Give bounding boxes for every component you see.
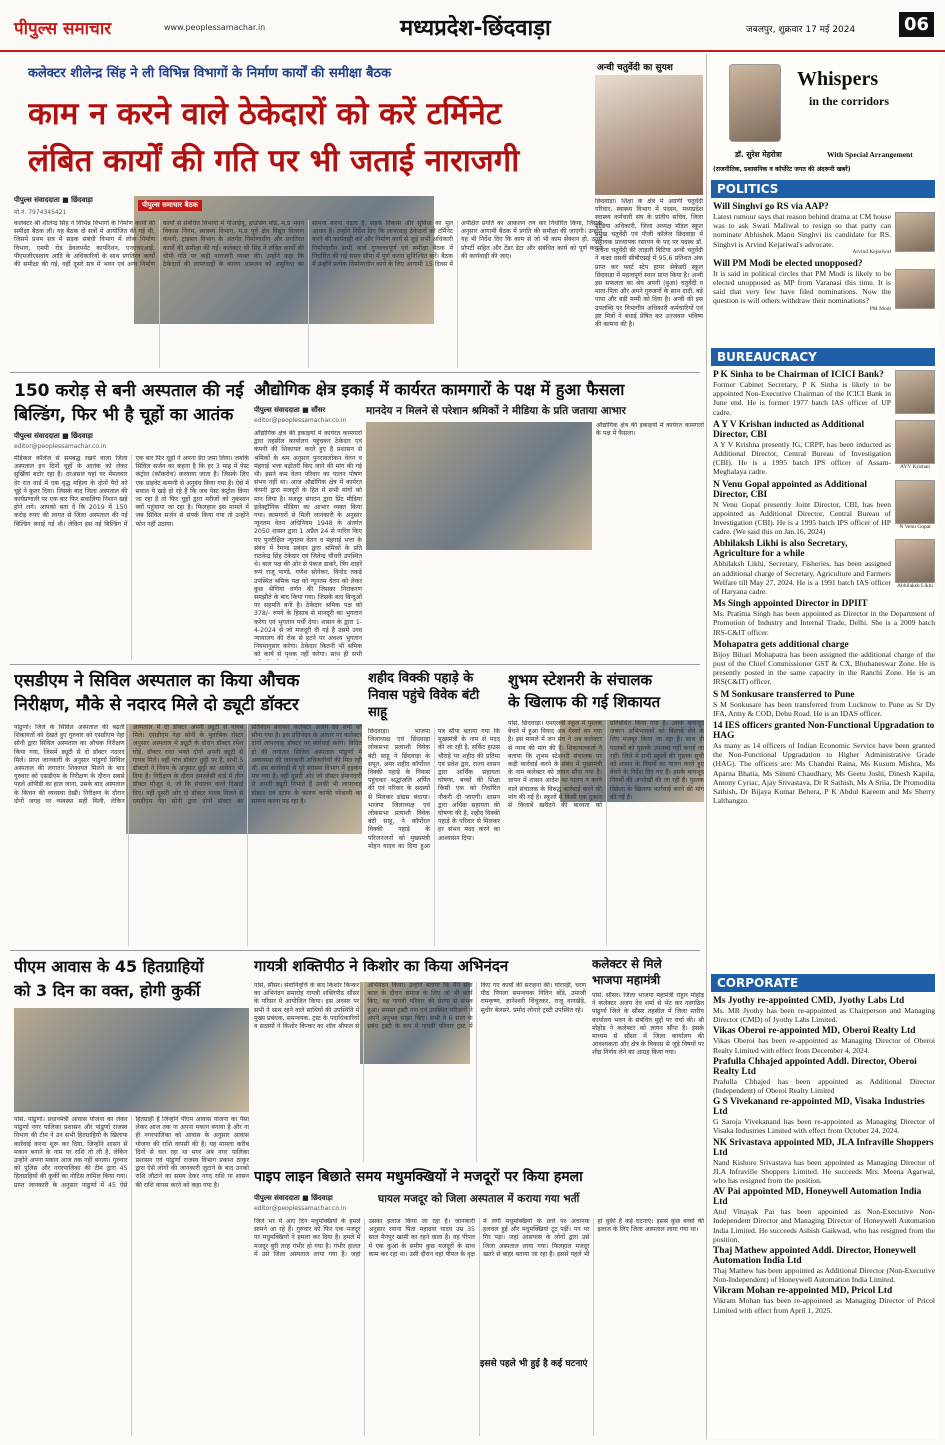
bureaucracy-thumb-wrap [895,480,935,530]
lead-photo-label: पीपुल्स समाचार बैठक [138,200,202,211]
pipeline-email: editor@peoplessamachar.co.in [254,1205,347,1212]
awas-headline-2: को 3 दिन का वक्त, होगी कुर्की [14,981,201,1000]
bureaucracy-item-title: P K Sinha to be Chairman of ICICI Bank? [713,370,884,380]
masthead [0,0,945,52]
bureaucracy-thumb [895,370,935,414]
bureaucracy-thumb [895,480,935,524]
corporate-item-body: Prafulla Chhajed has been appointed as Additional Director (Independent) of Oberoi Realty Limited [713,1076,935,1096]
author-photo [729,64,781,142]
bureaucracy-item-body: As many as 14 officers of Indian Economic Service have been granted the Non-Functional Upgradation to Higher Administrative Grade (HAG). The officers are: Ms Chandni Raina, Ms Kusum Mishra, Ms Aparna Bhatia, Ms Simmi Chaudhary, Ms Geetu Joshi, Dinesh Kapila, Antony Cyriac, Ajay Srivastava, Dr R Sathish, Ms A Sriia, Dr Promodita Sathish, Dr Bijaya Kumar Behera, P K Abdul Kareem and Ms Sherry Lalthangzo. [713,741,935,806]
whispers-title-2: in the corridors [809,94,889,108]
bureaucracy-item-body: Bijoy Bihari Mohapatra has been assigned the additional charge of the post of the Chief Commissioner GST & CX, Bhubaneswar Zone. He is presently posted in the same capacity in the Ranchi Zone. He is an IRS(C&IT) officer. [713,649,935,687]
industrial-photo [366,422,592,550]
corporate-item-body: Vikram Mohan has been re-appointed as Managing Director of Pricol Limited with effect from April 1, 2025. [713,1296,935,1315]
bureaucracy-item [713,690,935,718]
rats-email: editor@peoplessamachar.co.in [14,443,107,450]
politics-item [713,202,935,255]
bureaucracy-item [713,599,935,637]
sdm-body: पांढुर्णा। जिले के सिविल अस्पताल की बढ़ती शिकायतों को देखते हुए गुरुवार को एसडीएम नेहा सोनी द्वारा सिविल अस्पताल का औचक निरीक्षण किया गया, जिसमें ड्यूटी से दो डॉक्टर नदारद मिले। प्राप्त जानकारी के अनुसार पांढुर्णा सिविल अस्पताल की लगातार शिकायत मिलने के बाद गुरुवार को एसडीएम के निरीक्षण के दौरान सबसे पहले ओपीडी का हाल जाना, उसके बाद अस्पताल के किचन की व्यवस्था देखी। निरीक्षण के दौरान दोनों जगह पर व्यवस्था सही मिली, लेकिन अस्पताल में दो डॉक्टर अपनी ड्यूटी से गायब मिले। एसडीएम नेहा सोनी के मुताबिक रोस्टर अनुसार अस्पताल में ड्यूटी के दौरान डॉक्टर रमेश घोड़े, डॉक्टर राधा भक्ते दोनों अपनी ड्यूटी से गायब मिले। वहीं पांच डॉक्टर छुट्टी पर हैं, सभी 5 डॉक्टरों ने नियम के अनुसार छुट्टी का आवेदन भी दिया है। निरीक्षण के दौरान इमरजेंसी वार्ड में तीन डॉक्टर मौजूद थे, जो कि संचालन करते दिखाई दिए। वहीं दूसरी ओर दो डॉक्टर गायब मिलने से एसडीएम नेहा सोनी द्वारा दोनों डॉक्टर का प्रतिवेदन बनाकर कलेक्टर अजय देव शर्मा को सौंपा गया है। इस प्रतिवेदन के आधार पर कलेक्टर दोनों लापरवाह डॉक्टर पर कार्रवाई करेंगे। विदित हो की लगातार सिविल अस्पताल पांढुर्णा में अव्यवस्था की जानकारी अधिकारियों की मिल रही थी, इस कार्यवाही से पूरे स्वास्थ्य विभाग में हड़कंप मच गया है। वहीं दूसरी ओर जो डॉक्टर ईमानदारी से अपनी ड्यूटी निभाते हैं उनकी भी लापरवाह डॉक्टर एवं स्टाफ के कारण काफी परेशानी का सामना करना पड़ रहा है। [14,724,362,805]
corporate-item-body: Ms. MR Jyothy has been re-appointed as Chairperson and Managing Director (CMD) of Jyothy Labs Limited. [713,1006,935,1025]
bureaucracy-item-title: 14 IES officers granted Non-Functional Upgradation to HAG [713,721,935,742]
shubham-headline-1: शुभम स्टेशनरी के संचालक [508,671,653,689]
gayatri-headline: गायत्री शक्तिपीठ ने किशोर का किया अभिनंदन [254,957,509,975]
lead-byline: पीपुल्स संवाददाता ■ छिंदवाड़ा [14,196,93,204]
corporate-item-body: Atul Vinayak Pai has been appointed as Non-Executive Non-Independent Director and Managing Director of Honeywell Automation India Limited. He succeeds Ashish Gaikwad, who has resigned from the position. [713,1207,935,1244]
lead-body: कलेक्टर श्री शीलेन्द्र सिंह ने विभिन्न विभागों के निर्माण कार्यों की समीक्षा बैठक ली। यह बैठक दो सत्रों में आयोजित की गई थी, जिसमें प्रथम सत्र में सड़क संबंधी विभाग में लोक निर्माण विभाग, एमपी रोड डेवलपमेंट कार्पोरेशन, एनएचएआई, पीएमजीएसवाय आदि के अधिकारियों के साथ प्रगतिरत कार्यों की समीक्षा की गई, वहीं दूसरे सत्र में भवन एवं अन्य निर्माण कार्यों से संबंधित विभागों में पीआईयू, हाउसिंग बोर्ड, म.प्र भवन विकास निगम, स्वास्थ्य विभाग, म.प्र पूर्व क्षेत्र विद्युत वितरण कंपनी, ट्राइबल विभाग के अंतर्गत निर्माणाधीन और प्रगतिरत कार्यों की समीक्षा की गई। कलेक्टर श्री सिंह ने लंबित कार्यों की धीमी गति पर कड़ी नाराजगी व्यक्त की। उन्होंने कहा कि ठेकेदारों की लापरवाही के कारण आमजन को असुविधा का सामना करना पड़ता है, सड़कें विकास और सुविधा का मूल आधार हैं। उन्होंने निर्देश दिए कि लापरवाह ठेकेदारों को टर्मिनेट करने की कार्यवाही करें और निर्माण कार्य से जुड़े सभी अधिकारी निर्माणाधीन सभी कार्य गुणवत्तापूर्ण एवं समीक्षा बैठक में निर्धारित की गई समय सीमा में पूर्ण करना सुनिश्चित करें। बैठक में उन्होंने प्रत्येक निर्माणाधीन कार्य के लिए आगामी 15 दिवस में अपेक्षित प्रगति का आकलन तय कर निर्धारित किया, जिसके अनुसार आगामी बैठक में प्रगति की समीक्षा की जाएगी। उन्होंने यह भी निर्देश दिए कि काम से जो भी काम सेंक्शन हो, उनमें प्रॉपर्टी सहित और टेंडर डेटा और संबंधित कार्य को पूर्ण कराने की कार्यवाही की जाए। [14,220,602,269]
politics-thumb [895,212,935,252]
anvi-title: अन्वी चतुर्वेदी का सुयश [597,63,673,73]
corporate-item-title: Ms Jyothy re-appointed CMD, Jyothy Labs Ltd [713,996,905,1006]
industrial-subhead: मानदेय न मिलने से परेशान श्रमिकों ने मीडिया के प्रति जताया आभार [366,405,626,417]
politics-item-title: Will PM Modi be elected unopposed? [713,258,863,269]
corporate-item [713,1057,935,1095]
bureaucracy-thumb [895,539,935,583]
corporate-item-title: Vikram Mohan re-appointed MD, Pricol Ltd [713,1286,893,1297]
bureaucracy-item-body: Abhilaksh Likhi, Secretary, Fisheries, has been assigned an additional charge of Secretary, Agriculture and Farmers Welfare till May 27, 2024. He is a 1991 batch IAS officer of Haryana cadre. [713,559,891,597]
industrial-body: औद्योगिक क्षेत्र की इकाइयों में कार्यरत कामगारों द्वारा तहसील कार्यालय पहुंचकर ठेकेदार एवं कंपनी की शिकायत करते हुए है प्रशासन से श्रमिकों के श्रम अनुसार पुनरावलोकन वेतन व मंहगाई भत्ता बढ़ोतरी किए जाने की मांग की गई थी। इसने कम वेतन परिवार का पालन पोषण संभव नहीं था। आज औद्योगिक क्षेत्र में कार्यरत कंपनी द्वारा मजदूरों के हित में सभी मांगों को मान लिया है। मजदूर संगठन द्वारा प्रिंट मीडिया इलेक्ट्रॉनिक मीडिया का आभार व्यक्त किया गया। कामगारों से मिली जानकारी के अनुसार न्यूनतम वेतन अधिनियम 1948 के अंतर्गत 2050 शासन द्वारा 1 अप्रैल 24 से पारित किए गए पुनरीक्षित न्यूनतम वेतन व मंहगाई भत्ता के संबंध में रेमण्ड प्रबंधन द्वारा श्रमिकों के प्रति राठवेन्द्र सिंह टेकेदार एवं जितेन्द्र चौधरी उपस्थित थे। बाल पक्ष की ओर से पंकज डाकरे, त्रिंग शाहरे रूपं राजू पाण्डे, गणेश सोनेकर, विनोद तकड़े उपस्थित श्रमिक पक्ष को न्यूनतम वेतन को लेकर कुछ श्रेणियां वर्णन की जिसका निराकरण समझौते के बाद किया गया। जिसके बाद बिन्दुओं पर सहमति बनी है। ठेकेदार श्रमिक पक्ष को 378/- रुपये के हिसाब से मानदूरी का भुगतान करेगा एवं भुगतान पर्ची देगा। शासन के द्वारा 1-4-2024 से जो मजदूरी दी गई है उसमें उच्च न्यायालय की रोक से हटने पर अवश्य भुगतान नियमानुसार करेगा। ठेकेदार कितनी भी श्रमिक को कार्य से पृथक नहीं करेगा। साथ ही सभी [254,430,362,659]
whispers-title-1: Whispers [797,68,879,90]
bureaucracy-thumb-caption: N Venu Gopal [899,523,931,530]
corporate-item-title: NK Srivastava appointed MD, JLA Infraville Shoppers Ltd [713,1137,934,1158]
shubham-body: पांसं, छिंदवाड़ा। एमएलबी स्कूल में पुस्तक बेचने में हुआ विवाद अब मेस्को बन गया है। इस मामले में जन संघ ने अब कलेक्टर से न्याय की मांग की है। शिकायतकर्ता ने बताया कि शुभम स्टेशनरी संचालक पर कड़ी कार्रवाई करने के संबंध में मुख्यमंत्री के नाम कलेक्टर को ज्ञापन सौंपा गया है। ज्ञापन में शासन आदेश का पालन न करने वाले संचालक के विरुद्ध कार्रवाई करने की मांग की गई है। स्कूलों में किसी एक दुकान से किताबें खरीदने की बाध्यता को प्रतिबंधित किया गया है। उसके बावजूद जबरन अभिभावकों को किताबें लेने के लिए मजबूर किया जा रहा है। साथ ही पालकों को पुस्तकें उपलब्ध नहीं कराई जा रहीं। जिले में सभी स्कूलों की पुस्तक सूची को शासन के नियमों का पालन करते हुए बेचने के निर्देश दिए गए हैं। इसके बावजूद नियमों की अनदेखी की जा रही है। पुस्तक विक्रेता के खिलाफ कार्रवाई करने की मांग की गई है। [508,720,704,810]
politics-thumb [895,269,935,309]
corporate-item-title: Thaj Mathew appointed Addl. Director, Honeywell Automation India Ltd [713,1246,916,1267]
bureaucracy-thumb-wrap [895,539,935,589]
bureaucracy-header: BUREAUCRACY [711,348,935,366]
politics-item-title: Will Singhvi go RS via AAP? [713,202,829,212]
whispers-author: डॉ. सुरेश मेहरोत्रा [735,150,782,159]
masthead-website: www.peoplessamachar.in [164,23,266,32]
bureaucracy-item-title: Mohapatra gets additional charge [713,639,849,650]
bureaucracy-item-body: A Y V Krishna presently IG, CRPF, has been inducted as Additional Director, Central Bureau of Investigation (CBI). He is a 1995 batch IPS officer of Assam-Meghalaya cadre. [713,439,891,477]
pipeline-box-title: इससे पहले भी हुई है कई घटनाएं [480,1359,588,1369]
awas-photo [14,1008,249,1112]
corporate-item [713,996,935,1024]
divider [10,950,700,951]
lead-headline-2: लंबित कार्यों की गति पर भी जताई नाराजगी [28,143,520,179]
sdm-headline-2: निरीक्षण, मौके से नदारद मिले दो ड्यूटी डॉक्टर [14,695,299,715]
whispers-arrangement: With Special Arrangement [827,150,913,159]
bureaucracy-thumb-wrap [895,420,935,470]
bureaucracy-item-title: S M Sonkusare transferred to Pune [713,689,855,700]
anvi-photo [595,75,703,195]
corporate-item [713,1026,935,1054]
lead-mobile: मो.नं. 7974345421 [14,209,67,216]
bureaucracy-thumb [895,420,935,464]
bureaucracy-item-title: Abhilaksh Likhi is also Secretary, Agriculture for a while [713,539,848,560]
bureaucracy-item-title: Ms Singh appointed Director in DPIIT [713,599,868,610]
corporate-item-title: Prafulla Chhajed appointed Addl. Director, Oberoi Realty Ltd [713,1056,917,1077]
pipeline-byline: पीपुल्स संवाददाता ■ छिंदवाड़ा [254,1194,333,1202]
bureaucracy-item-title: N Venu Gopal appointed as Additional Director, CBI [713,479,867,500]
corporate-item-body: Thaj Mathew has been appointed as Additional Director (Non-Executive Non-Independent) of Honeywell Automation India Limited. [713,1266,935,1285]
politics-thumb-caption: PM Modi [869,305,891,312]
whispers-tagline: (राजनीतिक, प्रशासनिक व कॉर्पोरेट जगत की अंदरूनी खबरें) [713,166,851,173]
politics-header: POLITICS [711,180,935,198]
corporate-item-body: G Saroja Vivekanand has been re-appointed as Managing Director of Visaka Industries Limited with effect from October 24, 2024. [713,1117,935,1136]
bureaucracy-item [713,370,935,417]
corporate-item [713,1097,935,1135]
shubham-headline-2: के खिलाफ की गई शिकायत [508,693,661,711]
corporate-item [713,1246,935,1284]
rats-byline: पीपुल्स संवाददाता ■ छिंदवाड़ा [14,432,93,440]
bureaucracy-item [713,640,935,687]
corporate-item-title: G S Vivekanand re-appointed MD, Visaka Industries Ltd [713,1097,925,1118]
bureaucracy-item [713,420,935,477]
shaheed-body: छिंदवाड़ा। भाजपा जिलाध्यक्ष एवं छिंदवाड़ा लोकसभा प्रत्याशी विवेक बंटी साहू ने छिंदवाड़ा के सपूत, अमर शहीद कॉर्पोरल विक्की पहाड़े के निवास पहुंचकर श्रद्धांजलि अर्पित की एवं परिवार के सदस्यों से मिलकर ढांढस बंधाया। भाजपा जिलाध्यक्ष एवं लोकसभा प्रत्याशी विवेक बंटी साहू, ने कॉर्पोरल विक्की पहाड़े के परिजनजनों को मुख्यमंत्री मोहन यादव का दिया हुआ पत्र सौंपा बताया गया कि मुख्यमंत्री के नाम से मदद की जा रही है, सर्किट हाउस चौराहे पर शहीद की प्रतिमा एवं प्रवेश द्वार, राज्य शासन द्वारा आर्थिक सहायता घोषणा, बच्चों की शिक्षा किसी एक को निर्धारित नौकरी दी जाएगी। शासन द्वारा अर्थिक सहायता की घोषणा की है, शहीद विक्की पहाड़े के परिवार से मिलकर हर संभव मदद करने का आश्वासन दिया। [368,728,500,850]
pipeline-body: जिले भर में आए दिन मधुमक्खियों के हमले सामने आ रहे हैं। गुरुवार को फिर एक मजदूर पर मधुमक्खियों ने हमला कर दिया है। हमले में मजदूर बुरी तरह गंभीर हो गया है। गंभीर हालत में उसे जिला अस्पताल लाया गया है। जहां उसका इलाज किया जा रहा है। जानकारी अनुसार रवाना पिता महादवा यादव उम्र 35 साल मैनपुर खामी का रहने वाला है। वह पीपल में एक कुआं के समीप कुछ मजदूरों के साथ काम कर रहा था। उसी दौरान वहां पीपल के वृक्ष में लगी मधुमक्खियों के छत्ते पर अचानक हलचल हुई और मधुमक्खियां टूट पड़ीं। पन पर गिर पड़ा। जहां आसपास के लोगों द्वारा उसे जिला अस्पताल लाया गया। फिलहाल मजदूर खतरे से बाहर बताया जा रहा है। इससे पहले भी हो चुकी है कई घटनाएं। इससे कुछ बच्चों की इलाज के लिए जिला अस्पताल लाया गया था। [254,1218,704,1258]
bureaucracy-thumb-caption: AYV Krishan [899,463,931,470]
industrial-headline: औद्योगिक क्षेत्र इकाई में कार्यरत कामगारों के पक्ष में हुआ फैसला [254,380,625,399]
corporate-item [713,1286,935,1314]
corporate-item-body: Nand Kishore Srivastava has been appointed as Managing Director of JLA Infraville Shoppers Limited. He succeeds Mrs. Meena Agarwal, who has resigned from the position. [713,1157,935,1186]
bureaucracy-item-body: Former Cabinet Secretary, P K Sinha is likely to be appointed Non-Executive Chairman of the ICICI Bank in June end. He is former 1977 batch IAS officer of UP cadre. [713,380,891,417]
corporate-item [713,1187,935,1244]
page-number: 06 [899,12,934,37]
industrial-byline: पीपुल्स संवाददाता ■ सौंसर [254,406,326,414]
divider [10,664,700,665]
lead-headline-1: काम न करने वाले ठेकेदारों को करें टर्मिनेट [28,96,502,132]
pipeline-headline: पाइप लाइन बिछाते समय मधुमक्खियों ने मजदूरों पर किया हमला [254,1169,583,1185]
corporate-item [713,1138,935,1186]
pipeline-subhead: घायल मजदूर को जिला अस्पताल में कराया गया भर्ती [378,1193,580,1205]
whispers-column [706,54,939,1439]
politics-item [713,259,935,312]
bureaucracy-thumb-caption: Abhilaksh Likhi [897,583,933,590]
rats-headline-1: 150 करोड़ से बनी अस्पताल की नई [14,381,244,401]
bjp-body: पांसं, सौंसर। जिला भाजपा महामंत्री राहुल मोहोड़ ने कलेक्टर अजय देव शर्मा से भेंट कर नवगठित पांढुर्णा जिले के सौंसर तहसील में जिला स्तरीय कार्यालय भवन के संबंधित मुद्दों पर चर्चा की। श्री मोहोड़ ने कलेक्टर को ज्ञापन सौंपा है। इसके माध्यम से सौंसर में जिला कार्यालय की आवश्यकता और क्षेत्र के विकास से जुड़े विषयों पर शीघ्र निर्णय लेने का आग्रह किया गया। [592,992,704,1057]
bureaucracy-item-body: S M Sonkusare has been transferred from Lucknow to Pune as Sr Dy IFA, Army & COD, Dehu Road. He is an IDAS officer. [713,699,935,718]
industrial-body-cont: औद्योगिक क्षेत्र की इकाइयों में कार्यरत कामगारों के पक्ष में फैसला। [596,422,704,438]
section-title: मध्यप्रदेश-छिंदवाड़ा [400,16,551,41]
bureaucracy-list [713,370,935,970]
corporate-item-title: AV Pai appointed MD, Honeywell Automation India Ltd [713,1187,922,1208]
industrial-email: editor@peoplessamachar.co.in [254,417,347,424]
bureaucracy-item-title: A Y V Krishan inducted as Additional Director, CBI [713,419,865,440]
bureaucracy-item [713,539,935,596]
corporate-list [713,996,935,1436]
gayatri-body: पांसं, सौंसर। सेवानिवृत्ति के बाद किशोर किन्कर का अभिनंदन समारोह गायत्री शक्तिपीठ सौंसर के परिसर में आयोजित किया। इस अवसर पर सभी ने साथ रहने वाले साथियों की उपस्थिति में मुख्य प्रबंधक, समन्वयक, ट्रस्ट के पदाधिकारियों व सदस्यों ने किशोर किन्कर का शॉल श्रीफल से अभिनंदन किया। उन्होंने बताया कि मैंने सेवा काल के दौरान समाज के लिए जो भी कार्य किए, वह गायत्री परिवार की प्रेरणा से संभव हुआ। समस्त ट्रस्टी गण एवं उपस्थित परिजनों ने अपने अनुभव साझा किए। सभी ने 6 साल के प्रबंध ट्रस्टी के रूप में गायत्री परिवार ट्रस्ट में किए गए कार्यों की सराहना की। घोरपड़ी, चरण पीठ पिपला समन्वयक नितिन बोंडे, उमाजी रामकृष्ण, ज्ञानेश्वरी चिंचुरकर, राजू वानखेड़े, सुधीर बेलसरे, प्रमोद लोनारे ट्रस्टी उपस्थित रहे। [254,982,586,1031]
politics-list [713,202,935,312]
dateline: जबलपुर, शुक्रवार 17 मई 2024 [746,25,856,35]
sdm-headline-1: एसडीएम ने सिविल अस्पताल का किया औचक [14,671,300,691]
corporate-item-body: Vikas Oberoi has been re-appointed as Managing Director of Oberoi Realty Limited with effect from December 4, 2024. [713,1036,935,1055]
anvi-body: छिंदवाड़ा। शिक्षा के क्षेत्र में अग्रणी चतुर्वेदी परिवार, स्वास्थ्य विभाग में पदस्थ, मध्यप्रदेश स्वास्थ्य कर्मचारी संघ के प्रांतीय सचिव, जिला मीडिया अधिकारी, जिला अध्यक्ष मॉडल स्कूल प्रमुख चतुर्वेदी एवं पीजी कॉलेज छिंदवाड़ा में सहायक प्राध्यापक रसायन के पद पर पदस्थ डॉ. अर्चना चतुर्वेदी की लाड़ली बिटिया अन्वी चतुर्वेदी ने कक्षा दसवीं सीबीएसई में 95.6 प्रतिशत अंक प्राप्त कर फर्स्ट स्टेप हायर सेकेंडरी स्कूल छिंदवाड़ा में महत्वपूर्ण स्थान प्राप्त किया है। अन्वी इस सफलता का श्रेय अपनी (बुआ) चतुर्वेदी व माता-पिता और अपने गुरुजनों के साथ दादी, बड़े पापा और बड़ी मम्मी को दिया है। अन्वी की इस उपलब्धि पर विभागीय अधिकारी कर्मचारियों एवं इष्ट मित्रों ने बधाई प्रेषित कर उज्जवल भविष्य की कामना की है। [595,198,703,329]
awas-body: पांसं, पांढुर्णा। प्रधानमंत्री आवास योजना का लेकर पांढुर्णा नगर पालिका प्रशासन और पांढुर्णा राजस्व विभाग की टीम ने उन सभी हितग्राहियों के खिलाफ कार्रवाई करना शुरू कर दिया, जिन्होंने शासन से मकान बनाने के नाम पर राशि तो ली है, लेकिन उन्होंने अपना मकान आज तक नहीं बनाया। गुरुवार को पुलिस और नगरपालिका की टीम द्वारा 45 हितग्राहियों की कुर्की का नोटिस तामिल किया गया। प्राप्त जानकारी के अनुसार पांढुर्णा में 45 ऐसे हितग्राही हैं जिन्होंने पीएम आवास योजना का पैसा लेकर आज तक ना अपना मकान बनाया है और ना ही नगरपालिका को आवास के अनुसार आवास योजना की राशि वापसी की है। यह मामला करीब दिनों से चल रहा था मगर अब नगर पालिका प्रशासन एवं पांढुर्णा राजस्व विभाग प्रकाश ठाकुर द्वारा ऐसे लोगों की जानकारी जुटाने के बाद उनको राशि लौटाने का समय देकर नगद राशि या शासन की राशि वापस करने को कहा गया है। [14,1116,249,1189]
bureaucracy-item [713,480,935,537]
bureaucracy-item-body: Ms. Pratima Singh has been appointed as Director in the Department of Promotion of Industry and Internal Trade, Delhi. She is a 2009 batch IRS-C&IT officer. [713,609,935,637]
politics-item-body: It is said in political circles that PM Modi is likely to be elected unopposed as MP from Varanasi this time. It is said that very few have filed nominations. Now the question is will others withdraw their nominations? [713,268,891,306]
rats-body: मेडिकल कॉलेज से समबद्ध रखने वाला जिला अस्पताल इन दिनों चूहों के आतंक को लेकर सुर्खियां बटोर रहा है। दरअसल यहां पर मेंमलवार देर रात वार्ड में एक वृद्ध महिला के दोनों पैरों को चूहे ने कुतर दिया। जिसके बाद जिला अस्पताल की कार्यप्रणाली पर एक बार फिर सवालिया निशान खड़े होने लगे। आपको बता दें कि 2019 में 150 करोड़ रुपए की लागत से जिला अस्पताल की नई बिल्डिंग बनाई गई थी। लेकिन इस नई बिल्डिंग में एक बार फिर चूहों ने अपना डेरा जमा लिया। जबकि सिविल सर्जन का कहना है कि हर 3 माह में पेस्ट कंट्रोल (कॉकरोच) करवाया जाता है। जिसके लिए एक प्राइवेट कम्पनी से अनुबंध किया गया है। ऐसे में सवाल ये खड़े हो रहे हैं कि जब पेस्ट कंट्रोल किया जा रहा है तो फिर चूहों द्वारा मरीजों को नुकसान क्यों पहुंचाया जा रहा है। फिलहाल इस मामले में जब सिविल सर्जन से संपर्क किया गया तो उन्होंने फोन नहीं उठाया। [14,455,249,528]
bureaucracy-item-body: N Venu Gopal presently Joint Director, CBI, has been appointed as Additional Director, Central Bureau of Investigation (CBI). He is a 1995 batch IPS officer of HP cadre. (We said this on Jan.16, 2024) [713,499,891,537]
corporate-item-title: Vikas Oberoi re-appointed MD, Oberoi Realty Ltd [713,1026,916,1037]
bjp-headline-1: कलेक्टर से मिले [592,957,662,971]
bureaucracy-item [713,721,935,805]
politics-thumb-caption: Arvind Kejariwal [852,248,891,255]
lead-kicker: कलेक्टर शीलेन्द्र सिंह ने ली विभिन्न विभागों के निर्माण कार्यों की समीक्षा बैठक [28,66,392,81]
politics-item-body: Latest rumour says that reason behind drama at CM house was to ask Swati Maliwal to resign so that party can nominate Abhishek Manu Singhvi its candidate for RS. Singhvi is Arvind Kejariwal's advocate. [713,212,891,249]
shaheed-headline: शहीद विक्की पहाड़े के निवास पहुंचे विवेक बंटी साहू [368,671,480,720]
corporate-header: CORPORATE [711,974,935,992]
masthead-logo: पीपुल्स समाचार [14,19,112,39]
divider [10,372,700,373]
awas-headline-1: पीएम आवास के 45 हितग्राहियों [14,957,204,976]
rats-headline-2: बिल्डिंग, फिर भी है चूहों का आतंक [14,405,234,425]
bjp-headline-2: भाजपा महामंत्री [592,973,661,987]
